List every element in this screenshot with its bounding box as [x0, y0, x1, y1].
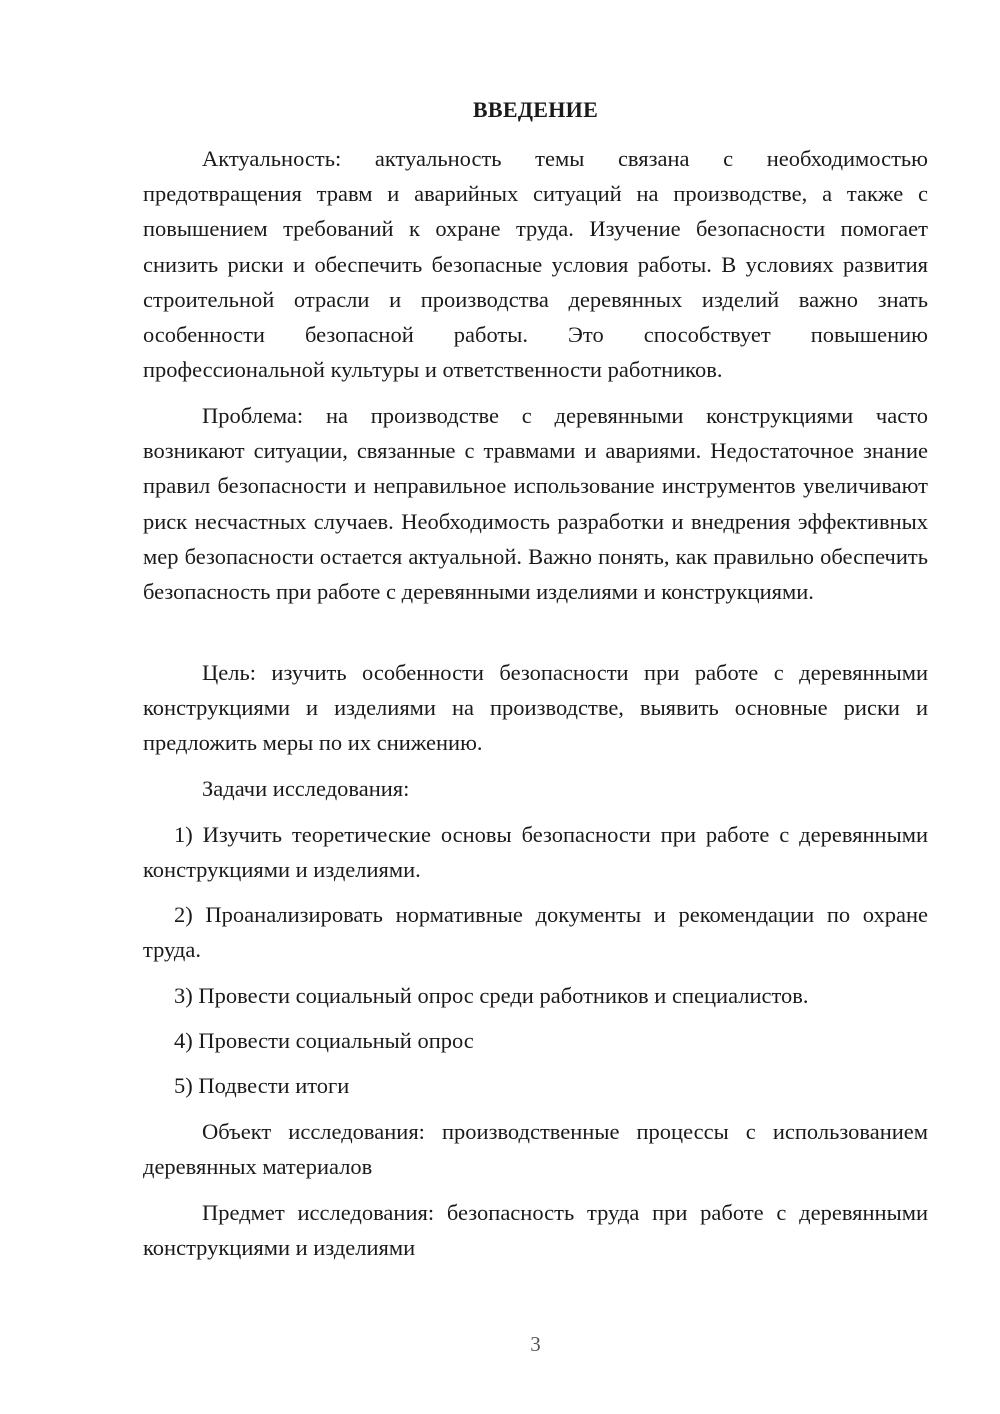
task-item-5: 5) Подвести итоги [174, 1073, 350, 1098]
document-page [143, 0, 928, 1414]
relevance-paragraph: Актуальность: актуальность темы связана с необходимостью предотвращения травм и аварийных ситуаций на производстве, а также с повышением требований к охране труда. Изучение безопасности помогает снизить риски и обеспечить безопасные условия работы. В условиях развития строительной отрасли и производства деревянных изделий важно знать особенности безопасной работы. Это способствует повышению профессиональной культуры и ответственности работников. [143, 146, 928, 383]
task-item-1: 1) Изучить теоретические основы безопасности при работе с деревянными конструкциями и изделиями. [143, 822, 928, 883]
section-heading: ВВЕДЕНИЕ [472, 97, 599, 122]
task-item-2: 2) Проанализировать нормативные документы и рекомендации по охране труда. [143, 902, 928, 963]
object-paragraph: Объект исследования: производственные процессы с использованием деревянных материалов [143, 1119, 928, 1180]
goal-paragraph: Цель: изучить особенности безопасности при работе с деревянными конструкциями и изделиями на производстве, выявить основные риски и предложить меры по их снижению. [143, 660, 928, 756]
task-item-4: 4) Провести социальный опрос [174, 1028, 474, 1053]
problem-paragraph: Проблема: на производстве с деревянными конструкциями часто возникают ситуации, связанные с травмами и авариями. Недостаточное знание правил безопасности и неправильное использование инструментов увеличивают риск несчастных случаев. Необходимость разработки и внедрения эффективных мер безопасности остается актуальной. Важно понять, как правильно обеспечить безопасность при работе с деревянными изделиями и конструкциями. [143, 403, 928, 605]
task-item-3: 3) Провести социальный опрос среди работников и специалистов. [174, 983, 809, 1008]
tasks-intro: Задачи исследования: [202, 776, 410, 801]
page-number: 3 [530, 1332, 541, 1356]
subject-paragraph: Предмет исследования: безопасность труда при работе с деревянными конструкциями и изделиями [143, 1200, 928, 1261]
